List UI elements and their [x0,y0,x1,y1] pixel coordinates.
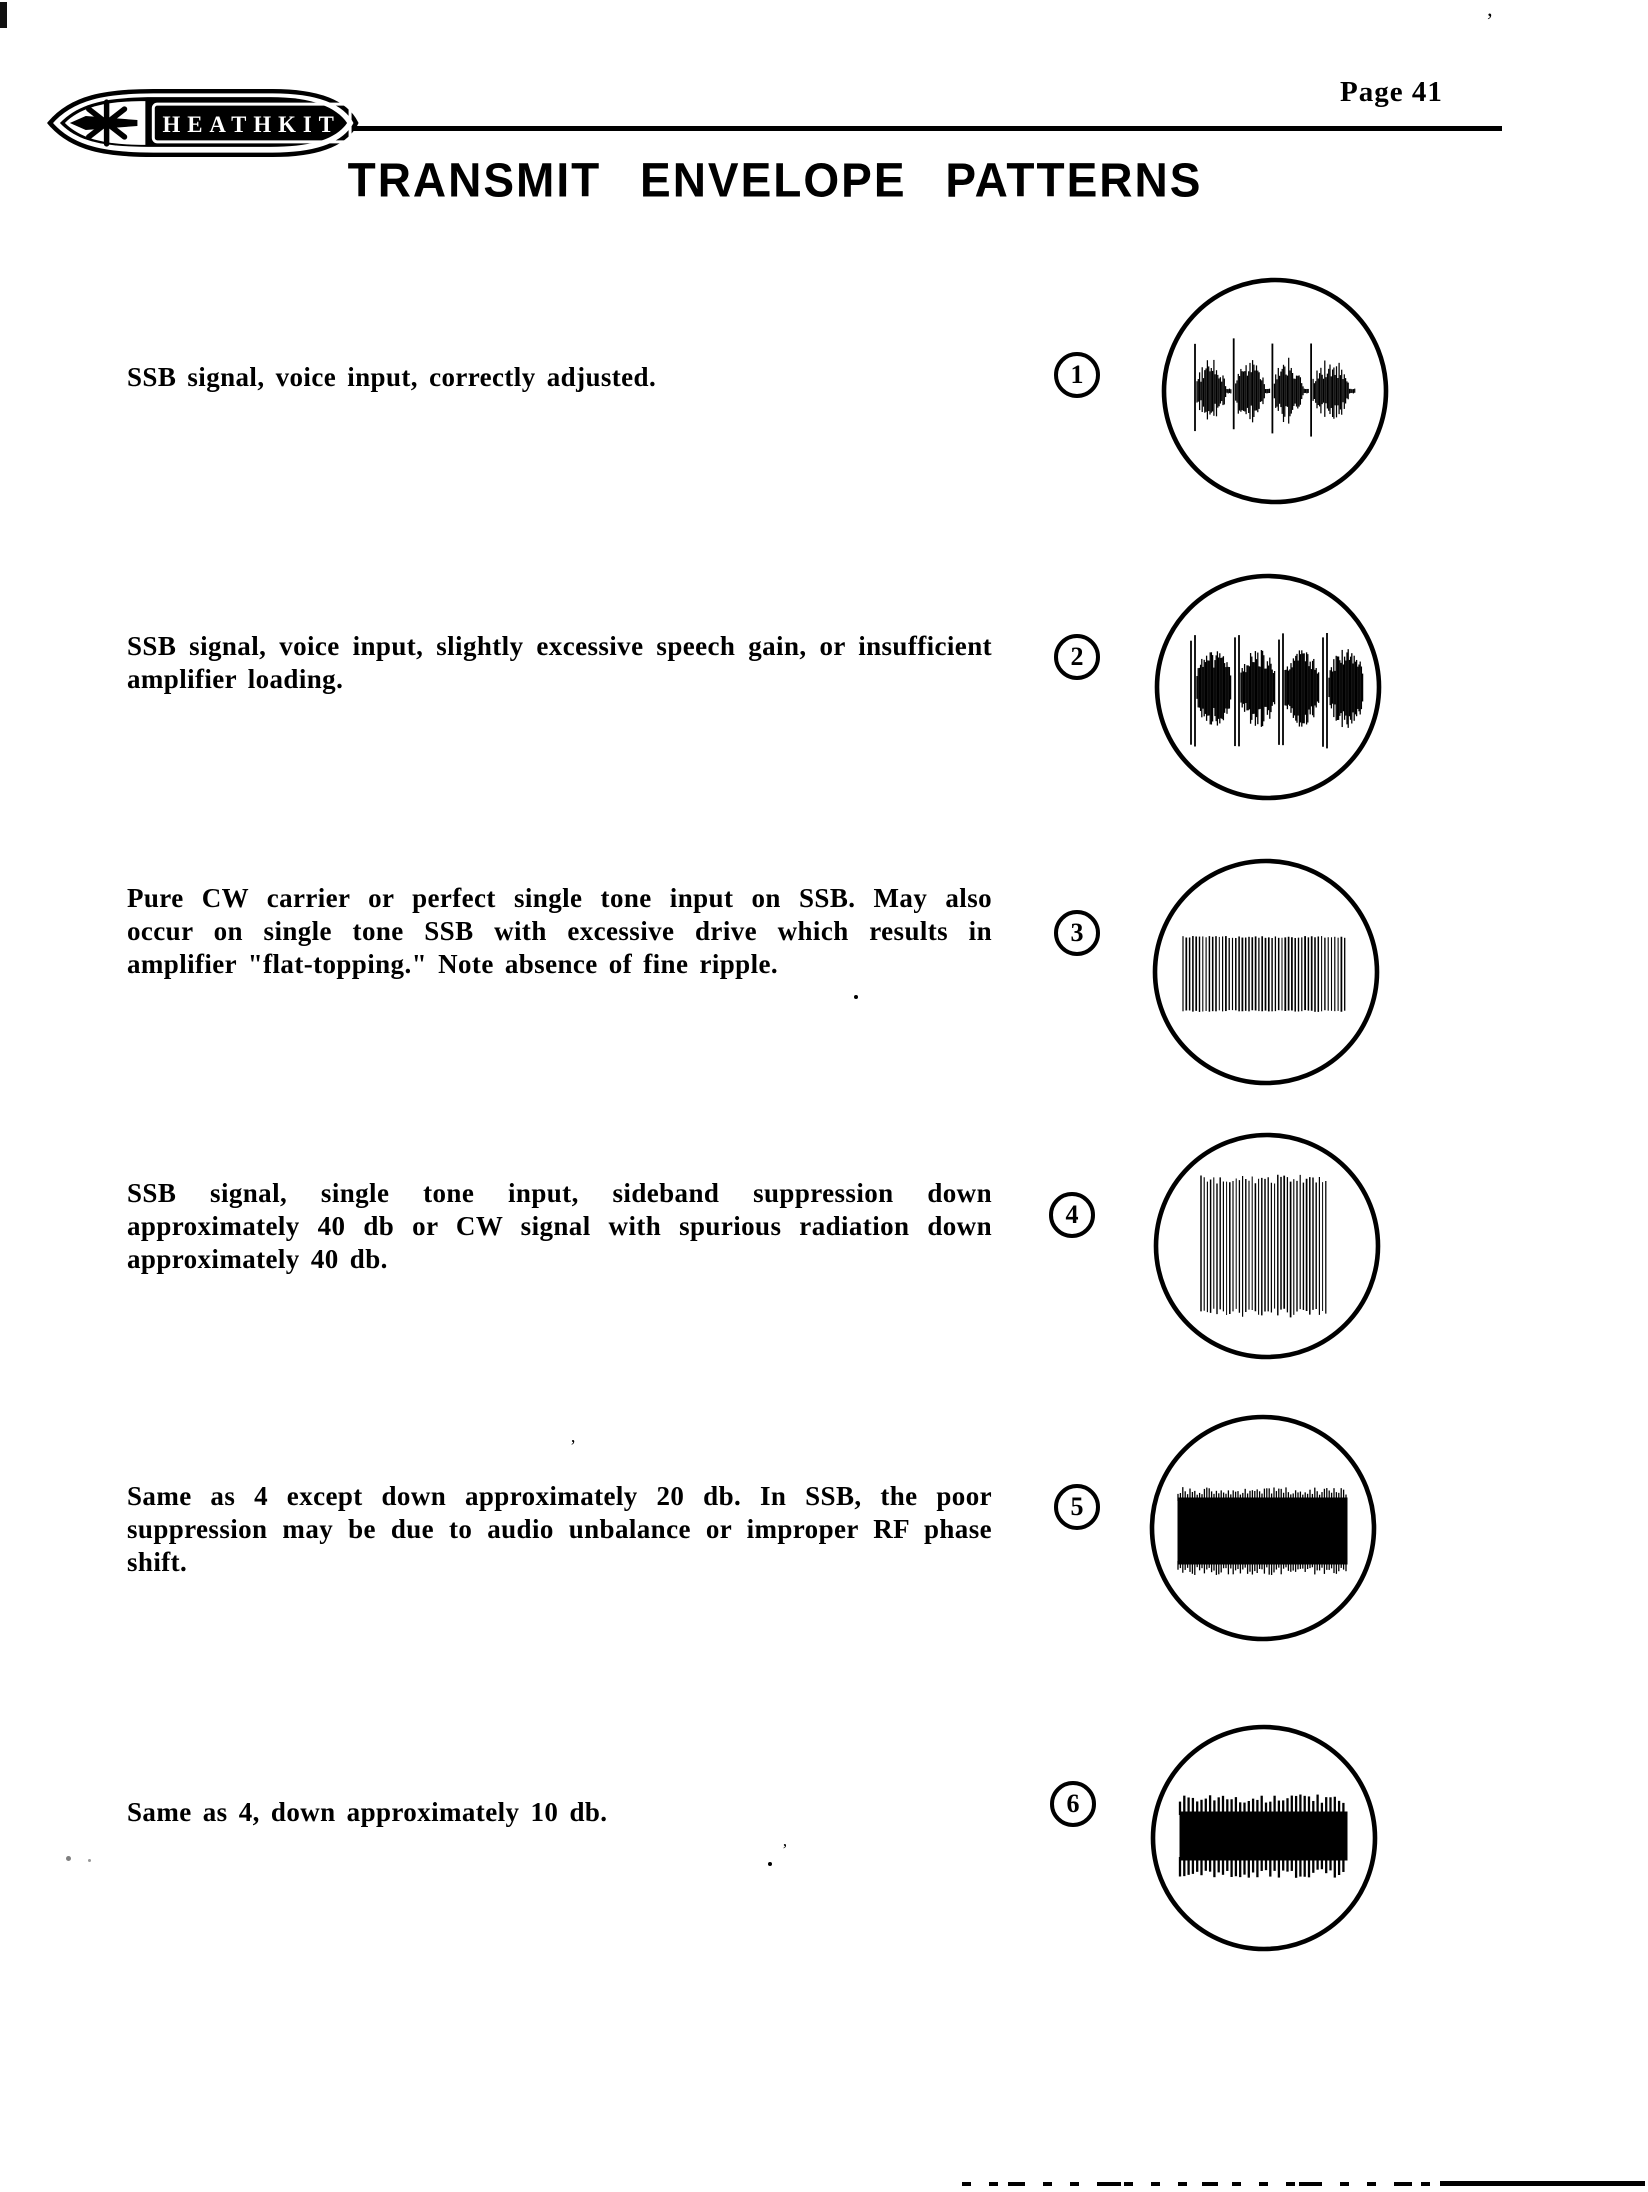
oscilloscope-pattern-1 [1155,271,1395,511]
pattern-description: Same as 4, down approximately 10 db. [127,1797,608,1827]
pattern-number: 1 [1070,360,1084,389]
scan-speck [854,995,858,999]
scan-artifact-solid-line [1440,2181,1645,2186]
oscilloscope-pattern-2 [1148,567,1388,807]
pattern-number: 3 [1070,918,1084,947]
pattern-number-badge [1054,1484,1100,1530]
pattern-number: 5 [1070,1492,1084,1521]
scan-artifact-dashed-line [962,2182,1442,2186]
pattern-number: 2 [1070,642,1084,671]
pattern-description: SSB signal, single tone input, sideband suppression down approximately 40 db or CW signal with spurious radiation down approximately 40 db. [127,1178,992,1274]
pattern-description: Pure CW carrier or perfect single tone input on SSB. May also occur on single tone SSB with excessive drive which results in amplifier "flat-topping." Note absence of fine ripple. [127,883,992,979]
scan-speck [768,1862,772,1866]
oscilloscope-pattern-3 [1146,852,1386,1092]
pattern-description: SSB signal, voice input, slightly excessive speech gain, or insufficient amplifier loading. [127,631,992,694]
pattern-description: SSB signal, voice input, correctly adjusted. [127,362,657,392]
pattern-number-badge [1054,634,1100,680]
scan-speck: ’ [1486,8,1494,33]
pattern-number-badge [1054,910,1100,956]
scan-speck [66,1856,71,1861]
pattern-number-badge [1050,1781,1096,1827]
oscilloscope-pattern-6 [1144,1718,1384,1958]
header-divider [352,126,1502,131]
brand-text: HEATHKIT [162,111,341,137]
page-title: TRANSMIT ENVELOPE PATTERNS [347,153,1203,208]
oscilloscope-pattern-5 [1143,1408,1383,1648]
oscilloscope-pattern-4 [1147,1126,1387,1366]
pattern-number-badge [1054,352,1100,398]
scan-artifact [0,2,7,28]
pattern-number: 6 [1066,1789,1080,1818]
scan-speck [88,1859,91,1862]
pattern-number-badge [1049,1192,1095,1238]
scan-speck: ’ [782,1840,788,1859]
page-number: Page 41 [1340,76,1443,108]
pattern-number: 4 [1065,1200,1079,1229]
pattern-description: Same as 4 except down approximately 20 db. In SSB, the poor suppression may be due to audio unbalance or improper RF phase shift. [127,1481,992,1577]
heathkit-logo [44,84,362,162]
scan-speck: ’ [570,1436,576,1456]
